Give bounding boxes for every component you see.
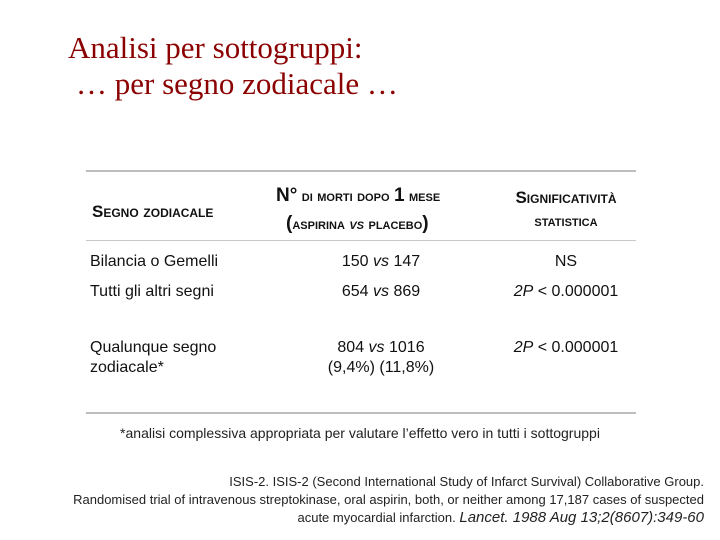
row3-sig-value: < 0.000001 xyxy=(533,339,619,356)
header-zodiac-sign: Segno zodiacale xyxy=(92,202,214,221)
title-line-1: Analisi per sottogruppi: xyxy=(68,30,363,65)
row3-sig-p: 2P xyxy=(513,339,534,356)
header-paren-close: ) xyxy=(422,213,429,234)
row2-deaths-b: 869 xyxy=(393,283,421,300)
results-table xyxy=(86,170,636,414)
header-deaths-month: mese xyxy=(409,188,441,205)
header-aspirin: aspirina xyxy=(292,216,345,233)
row1-vs: vs xyxy=(373,253,389,270)
row2-significance xyxy=(496,282,636,302)
row1-deaths-b: 147 xyxy=(393,253,421,270)
row3-sign-line2: zodiacale* xyxy=(90,359,164,376)
footnote: *analisi complessiva appropriata per valutare l’effetto vero in tutti i sottogruppi xyxy=(120,425,600,441)
table-top-rule xyxy=(86,170,636,172)
header-rule xyxy=(86,240,636,241)
row2-deaths xyxy=(276,282,486,302)
slide-title xyxy=(68,30,398,102)
header-deaths-one: 1 xyxy=(393,185,405,206)
header-deaths-text: di morti dopo xyxy=(301,188,390,205)
table-bottom-rule xyxy=(86,412,636,414)
header-statistics: statistica xyxy=(534,213,598,230)
row1-significance: NS xyxy=(554,253,578,270)
row3-vs: vs xyxy=(368,339,385,356)
row3-significance xyxy=(496,338,636,358)
reference-line-2: Randomised trial of intravenous streptokinase, oral aspirin, both, or neither among 17,187 cases of suspected xyxy=(73,492,704,507)
header-paren-open: ( xyxy=(286,213,293,234)
row2-deaths-a: 654 xyxy=(341,283,369,300)
header-significance: Significatività xyxy=(515,188,617,207)
row2-sign: Tutti gli altri segni xyxy=(90,283,214,300)
reference-line-1: ISIS-2. ISIS-2 (Second International Study of Infarct Survival) Collaborative Group. xyxy=(229,474,704,489)
header-vs: vs xyxy=(349,216,365,233)
row2-vs: vs xyxy=(373,283,389,300)
row3-deaths-b: 1016 xyxy=(389,339,425,356)
row1-sign: Bilancia o Gemelli xyxy=(90,253,219,270)
row3-deaths xyxy=(276,338,486,378)
title-line-2: … per segno zodiacale … xyxy=(76,66,398,101)
header-deaths-n: N° xyxy=(276,185,298,206)
header-placebo: placebo xyxy=(368,216,423,233)
reference-journal: Lancet. 1988 Aug 13;2(8607):349-60 xyxy=(459,509,704,526)
row1-deaths-a: 150 xyxy=(341,253,369,270)
row3-sign xyxy=(90,338,216,378)
reference xyxy=(4,473,704,527)
header-deaths xyxy=(276,186,486,207)
row2-sig-p: 2P xyxy=(513,283,534,300)
row3-deaths-a: 804 xyxy=(337,339,365,356)
row1-deaths xyxy=(276,252,486,272)
reference-line-3 xyxy=(4,509,704,527)
row2-sig-value: < 0.000001 xyxy=(533,283,619,300)
reference-line-3-text: acute myocardial infarction. xyxy=(297,510,456,525)
row3-sign-line1: Qualunque segno xyxy=(90,339,217,356)
row3-percentages: (9,4%) (11,8%) xyxy=(327,359,435,376)
header-aspirin-placebo xyxy=(286,214,486,235)
